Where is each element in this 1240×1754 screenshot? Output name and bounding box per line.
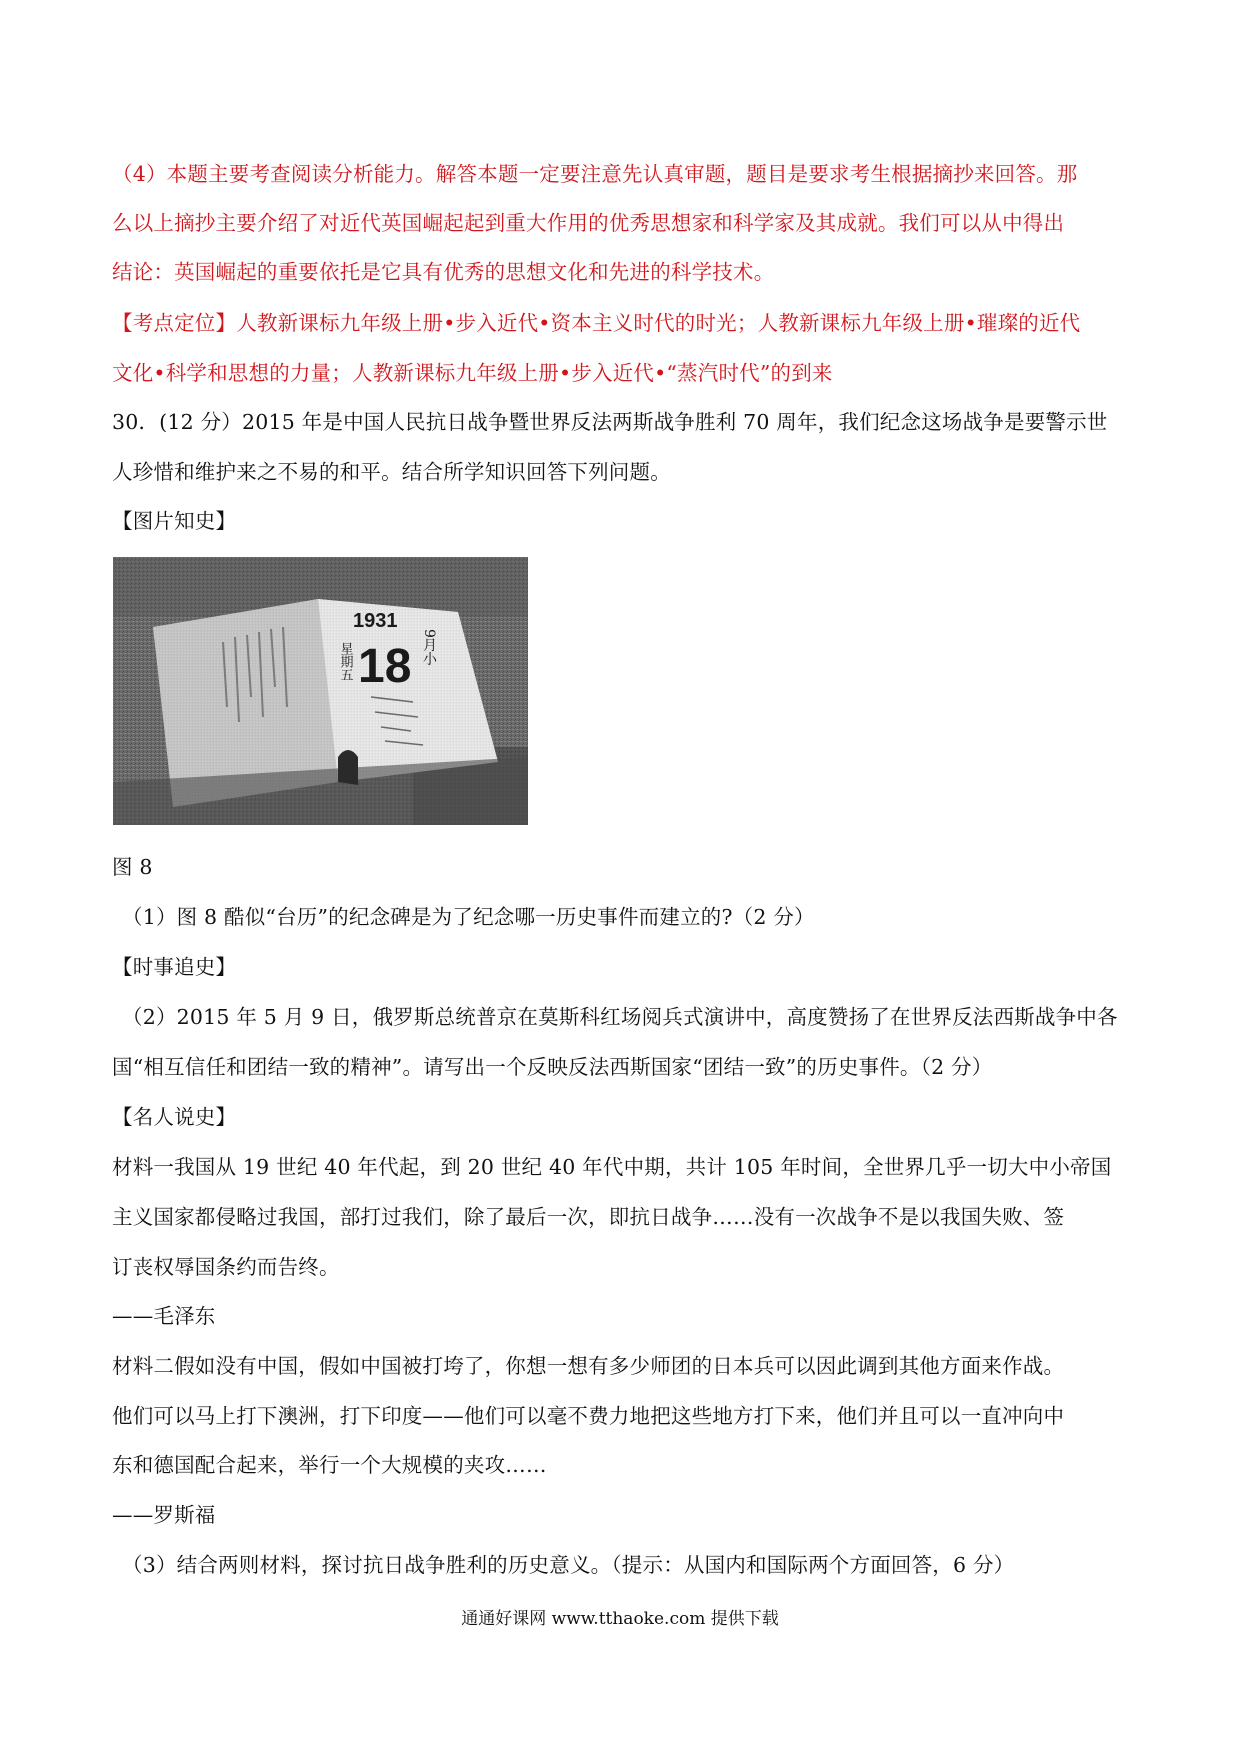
figure-day-label: 18 [358,640,412,693]
figure-weekday-label: 星期五 [337,642,353,681]
question-2-line2: 国“相互信任和团结一致的精神”。请写出一个反映反法西斯国家“团结一致”的历史事件。（2 分） [112,1055,993,1079]
question-3: （3）结合两则材料，探讨抗日战争胜利的历史意义。（提示：从国内和国际两个方面回答，6 分） [122,1553,1015,1577]
material1-line1: 材料一我国从 19 世纪 40 年代起，到 20 世纪 40 年代中期，共计 105 年时间，全世界几乎一切大中小帝国 [112,1155,1112,1179]
figure-8-monument-photo [113,557,528,825]
analysis-item4-line3: 结论：英国崛起的重要依托是它具有优秀的思想文化和先进的科学技术。 [112,260,775,284]
material1-line3: 订丧权辱国条约而告终。 [112,1255,340,1279]
figure-caption: 图 8 [112,855,153,879]
section-heading-current-events: 【时事追史】 [112,955,237,979]
figure-month-label: 9月小 [421,629,437,666]
question-1: （1）图 8 酷似“台历”的纪念碑是为了纪念哪一历史事件而建立的?（2 分） [122,905,815,929]
question-2-line1: （2）2015 年 5 月 9 日，俄罗斯总统普京在莫斯科红场阅兵式演讲中，高度赞扬了在世界反法西斯战争中各 [122,1005,1118,1029]
material1-source: ——毛泽东 [112,1304,216,1328]
analysis-item4-line1: （4）本题主要考查阅读分析能力。解答本题一定要注意先认真审题，题目是要求考生根据摘抄来回答。那 [112,162,1078,186]
material2-line3: 东和德国配合起来，举行一个大规模的夹攻…… [112,1453,547,1477]
page-footer: 通通好课网 www.tthaoke.com 提供下载 [461,1609,779,1629]
material2-source: ——罗斯福 [112,1503,216,1527]
analysis-item4-line2: 么以上摘抄主要介绍了对近代英国崛起起到重大作用的优秀思想家和科学家及其成就。我们可以从中得出 [112,211,1065,235]
section-heading-famous-quotes: 【名人说史】 [112,1105,237,1129]
question30-intro-line1: 30．(12 分）2015 年是中国人民抗日战争暨世界反法两斯战争胜利 70 周年，我们纪念这场战争是要警示世 [112,410,1108,434]
kaodian-line2: 文化•科学和思想的力量；人教新课标九年级上册•步入近代•“蒸汽时代”的到来 [112,361,833,385]
question30-intro-line2: 人珍惜和维护来之不易的和平。结合所学知识回答下列问题。 [112,460,671,484]
material2-line1: 材料二假如没有中国，假如中国被打垮了，你想一想有多少师团的日本兵可以因此调到其他方面来作战。 [112,1354,1065,1378]
kaodian-line1: 【考点定位】人教新课标九年级上册•步入近代•资本主义时代的时光；人教新课标九年级上册•璀璨的近代 [112,311,1081,335]
section-heading-picture: 【图片知史】 [112,509,237,533]
material1-line2: 主义国家都侵略过我国，部打过我们，除了最后一次，即抗日战争……没有一次战争不是以我国失败、签 [112,1205,1065,1229]
figure-year-label: 1931 [353,610,398,632]
material2-line2: 他们可以马上打下澳洲，打下印度——他们可以毫不费力地把这些地方打下来，他们并且可以一直冲向中 [112,1404,1065,1428]
